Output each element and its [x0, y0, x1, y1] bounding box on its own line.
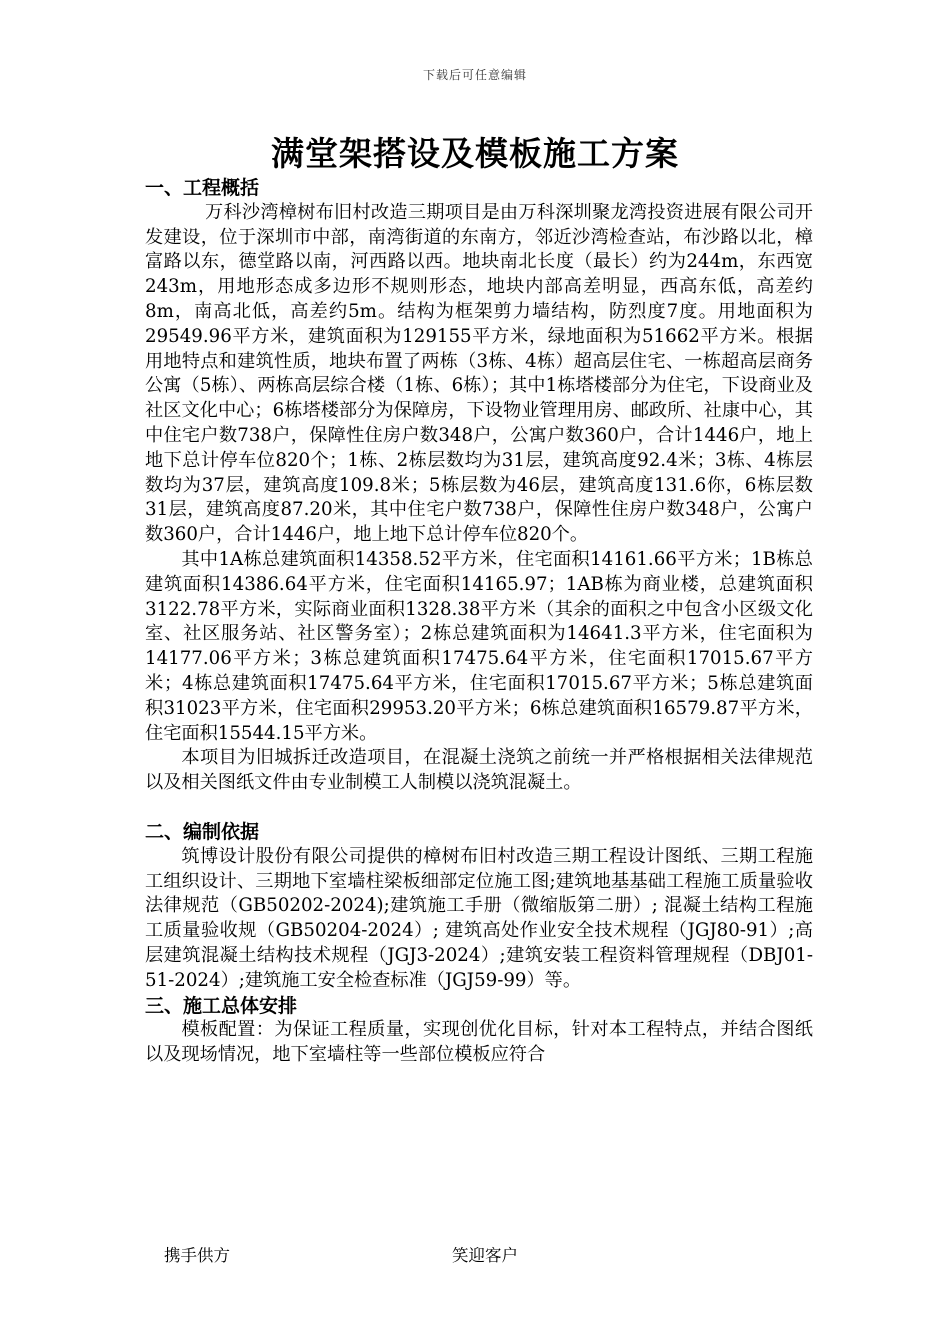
paragraph: 万科沙湾樟树布旧村改造三期项目是由万科深圳聚龙湾投资进展有限公司开发建设，位于深圳市中部，南湾街道的东南方，邻近沙湾检查站，布沙路以北，樟富路以东，德堂路以南，河西路以西。地块南北长度（最长）约为244m，东西宽243m，用地形态成多边形不规则形态，地块内部高差明显，西高东低，高差约8m，南高北低，高差约5m。结构为框架剪力墙结构，防烈度7度。用地面积为29549.96平方米，建筑面积为129155平方米，绿地面积为51662平方米。根据用地特点和建筑性质，地块布置了两栋（3栋、4栋）超高层住宅、一栋超高层商务公寓（5栋）、两栋高层综合楼（1栋、6栋）；其中1栋塔楼部分为住宅，下设商业及社区文化中心；6栋塔楼部分为保障房，下设物业管理用房、邮政所、社康中心，其中住宅户数738户，保障性住房户数348户，公寓户数360户，合计1446户，地上地下总计停车位820个；1栋、2栋层数均为31层，建筑高度92.4米；3栋、4栋层数均为37层，建筑高度109.8米；5栋层数为46层，建筑高度131.6你，6栋层数31层，建筑高度87.20米，其中住宅户数738户，保障性住房户数348户，公寓户数360户，合计1446户，地上地下总计停车位820个。 — [145, 201, 813, 546]
section-heading-basis: 二、编制依据 — [145, 820, 260, 843]
paragraph: 其中1A栋总建筑面积14358.52平方米，住宅面积14161.66平方米；1B栋总建筑面积14386.64平方米，住宅面积14165.97；1AB栋为商业楼，总建筑面积3122.78平方米，实际商业面积1328.38平方米（其余的面积之中包含小区级文化室、社区服务站、社区警务室）；2栋总建筑面积为14641.3平方米，住宅面积为14177.06平方米；3栋总建筑面积17475.64平方米，住宅面积17015.67平方米；4栋总建筑面积17475.64平方米，住宅面积17015.67平方米；5栋总建筑面积31023平方米，住宅面积29953.20平方米；6栋总建筑面积16579.87平方米，住宅面积15544.15平方米。 — [145, 548, 813, 744]
paragraph: 模板配置：为保证工程质量，实现创优化目标，针对本工程特点，并结合图纸以及现场情况，地下室墙柱等一些部位模板应符合 — [145, 1019, 813, 1066]
header-note: 下载后可任意编辑 — [422, 68, 527, 82]
paragraph: 筑博设计股份有限公司提供的樟树布旧村改造三期工程设计图纸、三期工程施工组织设计、三期地下室墙柱梁板细部定位施工图;建筑地基基础工程施工质量验收法律规范（GB50202-2024);建筑施工手册（微缩版第二册）; 混凝土结构工程施工质量验收规（GB50204-2024）; 建筑高处作业安全技术规程（JGJ80-91）;高层建筑混凝土结构技术规程（JGJ3-2024）;建筑安装工程资料管理规程（DBJ01-51-2024）;建筑施工安全检查标准（JGJ59-99）等。 — [145, 845, 813, 991]
page-footer — [0, 1242, 950, 1272]
footer-center-text: 笑迎客户 — [452, 1246, 518, 1265]
section-spacer — [145, 796, 813, 820]
section-heading-arrangement: 三、施工总体安排 — [145, 994, 298, 1017]
paragraph: 本项目为旧城拆迁改造项目，在混凝土浇筑之前统一并严格根据相关法律规范以及相关图纸文件由专业制模工人制模以浇筑混凝土。 — [145, 747, 813, 794]
document-body — [145, 176, 813, 1068]
section-heading-overview: 一、工程概括 — [145, 177, 260, 199]
document-title: 满堂架搭设及模板施工方案 — [271, 134, 679, 173]
footer-left-text: 携手供方 — [164, 1246, 230, 1265]
